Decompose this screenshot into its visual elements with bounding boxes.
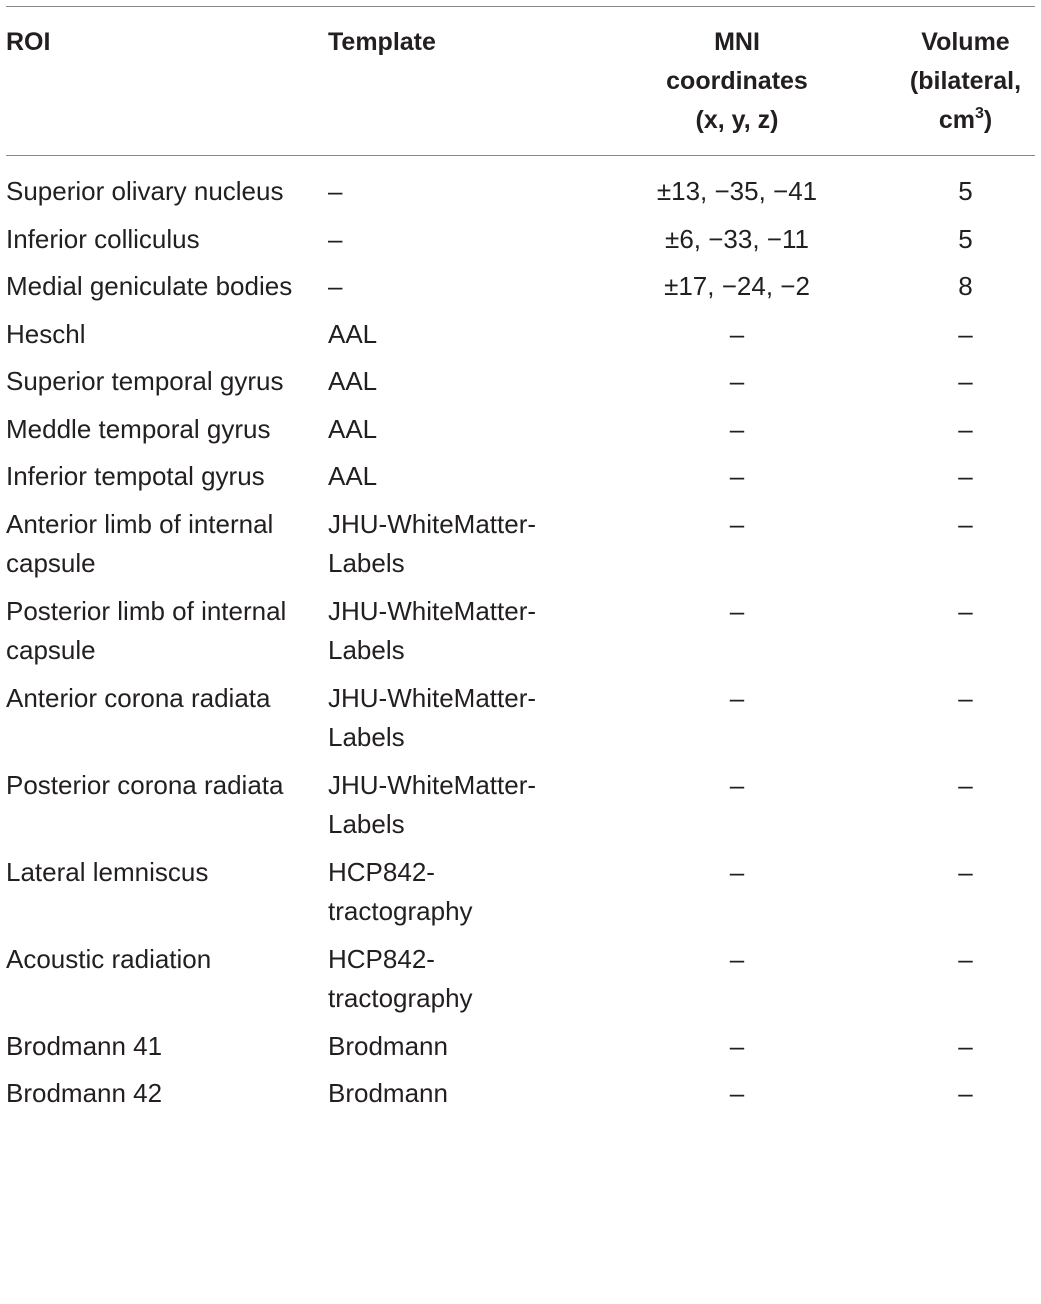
table-row: [6, 505, 1035, 592]
cell-volume: –: [958, 1030, 973, 1061]
header-mni-line2: coordinates: [666, 67, 808, 95]
header-volume-line3-post: ): [983, 106, 993, 134]
cell-roi: Brodmann 42: [6, 1078, 163, 1108]
cell-volume: –: [958, 595, 973, 626]
cell-volume: –: [958, 508, 973, 539]
cell-volume: –: [958, 682, 973, 713]
cell-mni-coordinates: –: [729, 856, 745, 887]
table-row: [6, 592, 1035, 679]
table-row: [6, 940, 1035, 1027]
cell-volume: –: [958, 943, 973, 974]
table-row: [6, 315, 1035, 363]
cell-roi: Acoustic radiation: [6, 943, 212, 974]
cell-template: HCP842-tractography: [328, 856, 473, 926]
cell-mni-coordinates: ±17, −24, −2: [664, 271, 810, 301]
cell-template: AAL: [328, 318, 378, 349]
cell-template: Brodmann: [328, 1030, 448, 1061]
cell-roi: Posterior corona radiata: [6, 769, 284, 800]
cell-roi: Medial geniculate bodies: [6, 271, 293, 301]
cell-mni-coordinates: –: [729, 943, 745, 974]
cell-roi: Posterior limb of internal capsule: [6, 595, 287, 665]
cell-roi: Inferior tempotal gyrus: [6, 461, 265, 491]
cell-template: –: [328, 223, 343, 254]
cell-mni-coordinates: –: [729, 508, 745, 539]
cell-template: AAL: [328, 366, 378, 396]
cell-volume: –: [958, 366, 973, 396]
cell-volume: –: [958, 1078, 973, 1108]
header-mni-coordinates: [578, 7, 896, 156]
cell-volume: –: [958, 769, 973, 800]
cell-mni-coordinates: –: [729, 366, 745, 396]
table-row: [6, 410, 1035, 458]
cell-mni-coordinates: –: [729, 1030, 745, 1061]
cell-roi: Lateral lemniscus: [6, 856, 209, 887]
header-roi: ROI: [6, 7, 320, 156]
header-mni-line3: (x, y, z): [695, 106, 779, 134]
cell-volume: 5: [958, 176, 973, 206]
table-row: [6, 362, 1035, 410]
cell-volume: –: [958, 413, 973, 444]
cell-template: JHU-WhiteMatter-Labels: [328, 682, 537, 752]
cell-roi: Brodmann 41: [6, 1030, 163, 1061]
cell-roi: Anterior limb of internal capsule: [6, 508, 274, 578]
cell-mni-coordinates: ±13, −35, −41: [656, 176, 818, 206]
cell-volume: –: [958, 318, 973, 349]
cell-mni-coordinates: –: [729, 413, 745, 444]
header-mni-line1: MNI: [714, 28, 760, 56]
cell-mni-coordinates: ±6, −33, −11: [665, 223, 809, 254]
header-volume-line1: Volume: [921, 28, 1010, 56]
table-row: [6, 766, 1035, 853]
table-row: [6, 220, 1035, 268]
cell-template: Brodmann: [328, 1078, 448, 1108]
cell-mni-coordinates: –: [729, 682, 745, 713]
cell-roi: Meddle temporal gyrus: [6, 413, 271, 444]
cell-template: HCP842-tractography: [328, 943, 473, 1013]
header-row: [6, 7, 1035, 156]
cell-roi: Superior temporal gyrus: [6, 366, 284, 396]
cell-roi: Heschl: [6, 318, 86, 349]
header-volume-line2: (bilateral,: [909, 67, 1022, 95]
cell-roi: Superior olivary nucleus: [6, 176, 284, 206]
cell-template: JHU-WhiteMatter-Labels: [328, 508, 537, 578]
cell-mni-coordinates: –: [729, 1078, 745, 1108]
table-row: [6, 457, 1035, 505]
header-volume: [896, 7, 1035, 156]
cell-roi: Anterior corona radiata: [6, 682, 271, 713]
header-template: Template: [320, 7, 578, 156]
cell-mni-coordinates: –: [729, 461, 745, 491]
cell-template: JHU-WhiteMatter-Labels: [328, 769, 537, 839]
cell-mni-coordinates: –: [729, 769, 745, 800]
cell-volume: 8: [958, 271, 973, 301]
cell-template: AAL: [328, 461, 378, 491]
cell-mni-coordinates: –: [729, 595, 745, 626]
table-row: [6, 1074, 1035, 1122]
cell-template: –: [328, 176, 343, 206]
cell-mni-coordinates: –: [729, 318, 745, 349]
table-row: [6, 679, 1035, 766]
header-volume-line3-pre: cm: [938, 106, 975, 134]
roi-table: [6, 6, 1035, 1122]
cell-volume: 5: [958, 223, 973, 254]
cell-volume: –: [958, 461, 973, 491]
cell-template: JHU-WhiteMatter-Labels: [328, 595, 537, 665]
cell-volume: –: [958, 856, 973, 887]
cell-roi: Inferior colliculus: [6, 223, 200, 254]
table-body: [6, 156, 1035, 1122]
cell-template: AAL: [328, 413, 378, 444]
table-row: [6, 156, 1035, 220]
table-row: [6, 1027, 1035, 1075]
table-row: [6, 853, 1035, 940]
table-row: [6, 267, 1035, 315]
cell-template: –: [328, 271, 343, 301]
header-volume-superscript: 3: [974, 105, 984, 122]
